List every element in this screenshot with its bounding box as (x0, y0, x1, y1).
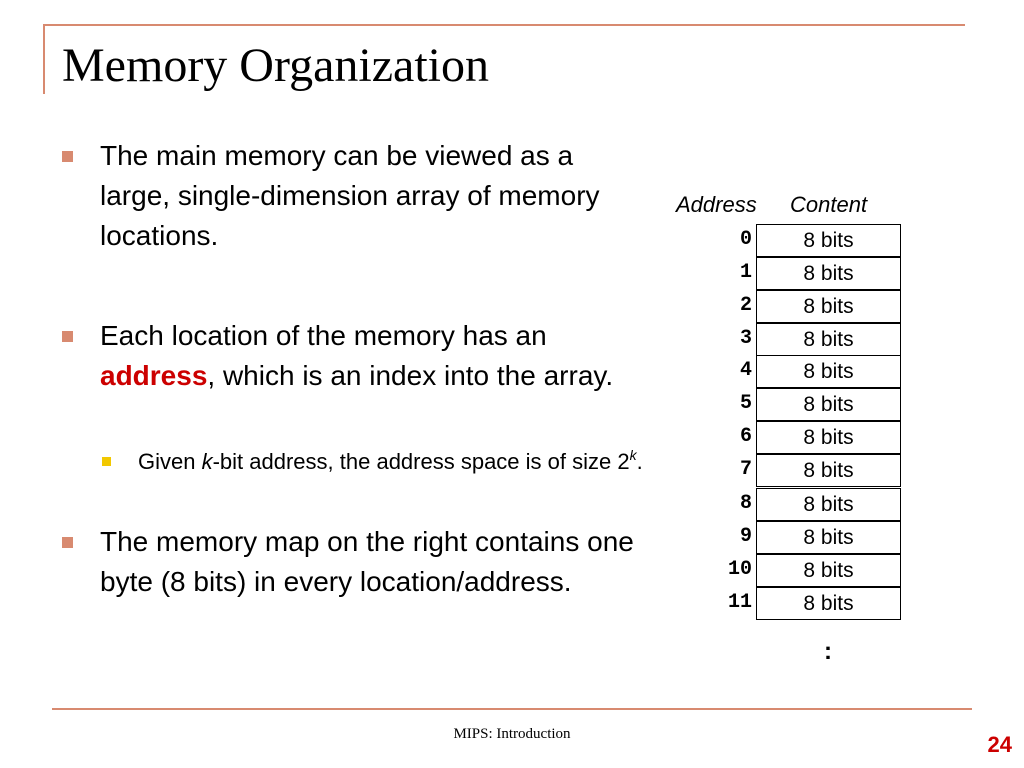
address-label: 0 (739, 228, 752, 251)
memory-cell: 8 bits (756, 290, 901, 323)
address-label: 7 (739, 458, 752, 481)
address-keyword: address (100, 360, 208, 391)
content-column-header: Content (790, 192, 868, 217)
variable-k: k (201, 449, 213, 474)
footer-divider (52, 708, 972, 710)
continuation-mark: : (824, 638, 832, 665)
bullet-text (100, 316, 640, 396)
bullet-text: The memory map on the right contains one byte (8 bits) in every location/address. (100, 526, 634, 597)
square-bullet-icon (62, 537, 73, 548)
title-frame-left-line (43, 24, 45, 94)
slide-title: Memory Organization (62, 39, 490, 92)
address-label: 1 (739, 261, 752, 284)
address-label: 3 (739, 327, 752, 350)
bullet-text-after: , which is an index into the array. (207, 360, 614, 391)
address-label: 4 (739, 359, 752, 382)
address-label: 5 (739, 392, 752, 415)
memory-cell: 8 bits (756, 224, 901, 257)
address-column-header: Address (676, 192, 757, 217)
page-number: 24 (987, 732, 1012, 757)
memory-cell: 8 bits (756, 257, 901, 290)
address-label: 2 (739, 294, 752, 317)
sub-bullet-text-after: . (636, 449, 643, 474)
sub-bullet-text-middle: -bit address, the address space is of size 2 (212, 449, 630, 474)
memory-cell: 8 bits (756, 388, 901, 421)
footer-text: MIPS: Introduction (453, 726, 571, 742)
square-bullet-icon (62, 151, 73, 162)
sub-bullet-text-before: Given (138, 449, 202, 474)
bullet-text-before: Each location of the memory has an (100, 320, 547, 351)
address-label: 9 (739, 525, 752, 548)
address-label: 11 (727, 591, 752, 614)
memory-cell: 8 bits (756, 587, 901, 620)
memory-cell: 8 bits (756, 355, 901, 388)
memory-map-diagram (668, 192, 908, 672)
memory-cell: 8 bits (756, 323, 901, 356)
memory-cell: 8 bits (756, 454, 901, 487)
square-bullet-icon (62, 331, 73, 342)
address-label: 8 (739, 492, 752, 515)
address-label: 10 (727, 558, 752, 581)
address-label: 6 (739, 425, 752, 448)
title-frame-top-line (43, 24, 965, 26)
sub-bullet-text (138, 446, 648, 480)
memory-cell: 8 bits (756, 421, 901, 454)
memory-cell: 8 bits (756, 554, 901, 587)
exponent-k: k (629, 447, 637, 463)
memory-cell: 8 bits (756, 488, 901, 521)
memory-cell: 8 bits (756, 521, 901, 554)
bullet-text: The main memory can be viewed as a large, single-dimension array of memory locations. (100, 140, 600, 251)
square-sub-bullet-icon (102, 457, 111, 466)
